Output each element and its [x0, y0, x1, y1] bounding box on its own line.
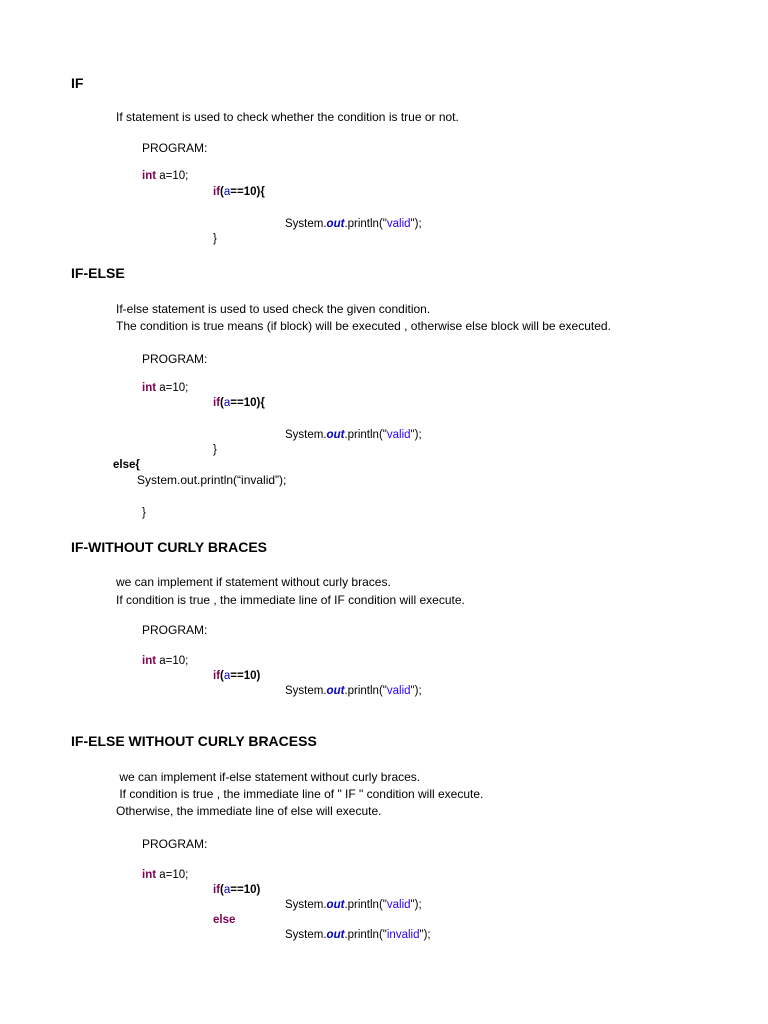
program-label: PROGRAM: [142, 623, 208, 637]
code-close-brace: } [213, 233, 217, 245]
code-if-line: if(a==10) [213, 670, 261, 682]
bullet-text: we can implement if-else statement without curly braces. [116, 770, 421, 784]
section-heading-if-without-braces: IF-WITHOUT CURLY BRACES [71, 539, 267, 555]
program-label: PROGRAM: [142, 352, 208, 366]
bullet-text: If condition is true , the immediate line of IF condition will execute. [116, 593, 465, 607]
code-println: System.out.println("valid"); [285, 899, 422, 911]
program-label: PROGRAM: [142, 837, 208, 851]
code-println: System.out.println("valid"); [285, 429, 422, 441]
bullet-text: The condition is true means (if block) will be executed , otherwise else block will be executed. [116, 319, 611, 333]
code-else-println: System.out.println(“invalid”); [137, 473, 287, 487]
code-close-brace: } [142, 507, 146, 519]
bullet-text: we can implement if statement without curly braces. [116, 575, 391, 589]
bullet-text: If condition is true , the immediate line of " IF " condition will execute. [116, 787, 484, 801]
section-heading-if-else-without-braces: IF-ELSE WITHOUT CURLY BRACESS [71, 733, 317, 749]
code-close-brace: } [213, 444, 217, 456]
code-if-line: if(a==10){ [213, 186, 265, 198]
code-println: System.out.println("valid"); [285, 685, 422, 697]
section-heading-if-else: IF-ELSE [71, 265, 125, 281]
section-heading-if: IF [71, 75, 84, 91]
code-println: System.out.println("invalid"); [285, 929, 431, 941]
code-declaration: int a=10; [142, 170, 189, 182]
code-println: System.out.println("valid"); [285, 218, 422, 230]
bullet-text: Otherwise, the immediate line of else will execute. [116, 804, 382, 818]
bullet-text: If-else statement is used to used check the given condition. [116, 302, 431, 316]
code-declaration: int a=10; [142, 655, 189, 667]
code-if-line: if(a==10){ [213, 397, 265, 409]
code-declaration: int a=10; [142, 869, 189, 881]
program-label: PROGRAM: [142, 141, 208, 155]
bullet-text: If statement is used to check whether the condition is true or not. [116, 110, 459, 124]
code-else-line: else{ [113, 459, 140, 471]
code-if-line: if(a==10) [213, 884, 261, 896]
code-declaration: int a=10; [142, 382, 189, 394]
code-else-keyword: else [213, 914, 236, 926]
